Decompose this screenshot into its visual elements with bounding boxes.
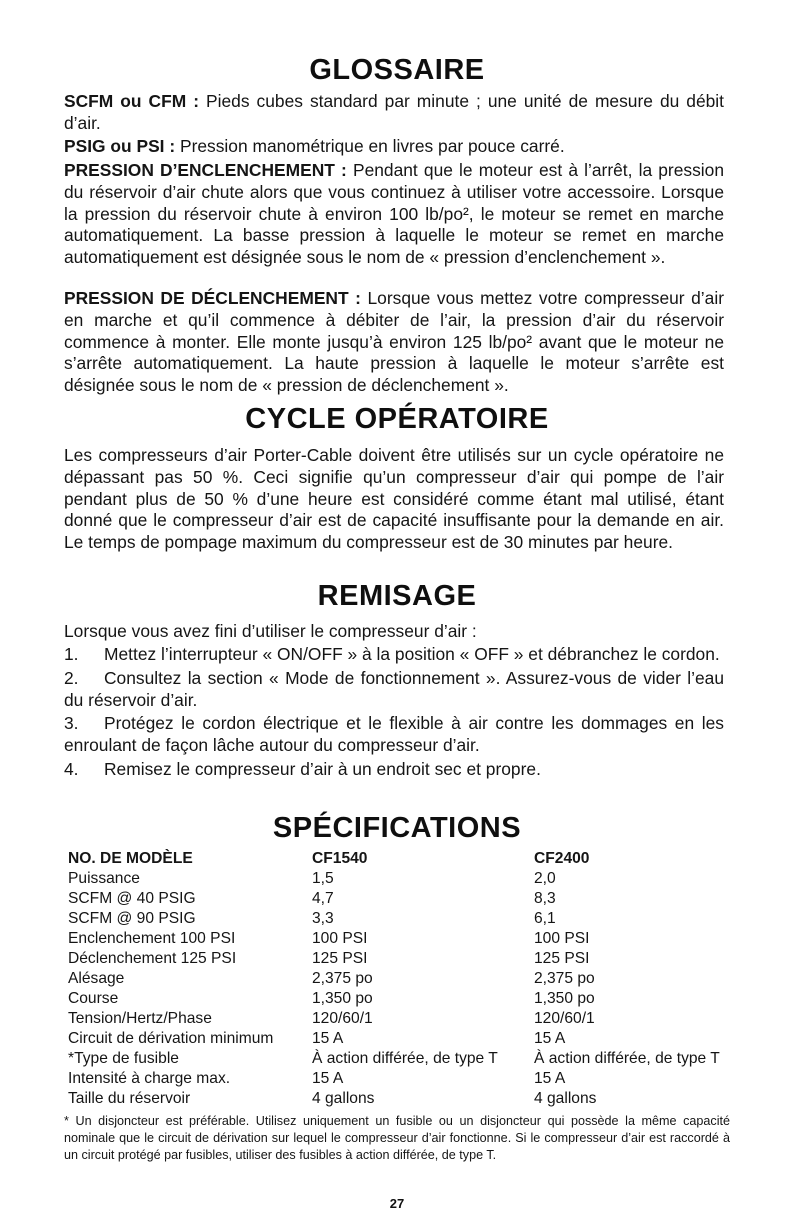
glossary-term: PRESSION DE DÉCLENCHEMENT : [64,288,361,308]
step-text: Protégez le cordon électrique et le flexible à air contre les dommages en les enroulant de façon lâche autour du compresseur d’air. [64,713,724,756]
step-text: Mettez l’interrupteur « ON/OFF » à la position « OFF » et débranchez le cordon. [104,644,720,664]
spec-value: 1,350 po [534,990,595,1007]
step-number: 1. [64,644,79,664]
page-number: 27 [389,1196,405,1211]
table-row [68,969,744,989]
spec-value: 6,1 [534,910,556,927]
glossary-heading: GLOSSAIRE [309,54,485,86]
spec-label: SCFM @ 40 PSIG [68,890,196,907]
glossary-entry-psig [64,136,724,158]
storage-steps [64,644,724,783]
spec-value: 100 PSI [534,930,590,947]
storage-step [64,644,724,666]
storage-step [64,668,724,712]
spec-value: 4 gallons [312,1090,375,1107]
table-row [68,1089,744,1109]
step-text: Remisez le compresseur d’air à un endroit sec et propre. [104,758,541,779]
storage-heading: REMISAGE [317,580,477,612]
glossary-entry-scfm [64,91,724,135]
specifications-table [68,849,744,1109]
glossary-definition: Pieds cubes standard par minute ; une unité de mesure du débit d’air. [64,91,725,133]
spec-value: 4 gallons [534,1090,597,1107]
table-row [68,1069,744,1089]
spec-value: 8,3 [534,890,556,907]
table-row [68,869,744,889]
spec-table-body [68,869,744,1109]
spec-value: 3,3 [312,910,334,927]
table-row [68,949,744,969]
spec-value: 125 PSI [534,950,590,967]
table-row [68,1049,744,1069]
spec-value: À action différée, de type T [312,1050,498,1067]
storage-step [64,759,724,781]
spec-label: SCFM @ 90 PSIG [68,910,196,927]
spec-value: 120/60/1 [312,1010,373,1027]
table-row [68,1029,744,1049]
step-number: 4. [64,758,79,779]
table-row [68,909,744,929]
spec-value: 4,7 [312,890,334,907]
table-row [68,989,744,1009]
storage-intro: Lorsque vous avez fini d’utiliser le compresseur d’air : [64,621,477,641]
glossary-entry-cut-out [64,288,724,397]
spec-header-cf1540: CF1540 [312,850,368,867]
table-row [68,889,744,909]
spec-label: Puissance [68,870,140,887]
spec-value: 15 A [534,1070,566,1087]
step-number: 2. [64,667,79,688]
spec-header-model: NO. DE MODÈLE [68,850,193,867]
spec-value: 1,350 po [312,990,373,1007]
spec-label: Intensité à charge max. [68,1070,231,1087]
spec-label: Déclenchement 125 PSI [68,950,237,967]
spec-value: 1,5 [312,870,334,887]
spec-value: 15 A [312,1070,344,1087]
specifications-footnote: * Un disjoncteur est préférable. Utilisez uniquement un fusible ou un disjoncteur qui possède la même capacité nominale que le circuit de dérivation sur lequel le compresseur d’air fonctionne. Si le compresseur d’air est raccordé à un circuit protégé par fusibles, utiliser des fusibles à action différée, de type T. [64,1114,730,1162]
glossary-definition: Pression manométrique en livres par pouce carré. [179,136,565,156]
duty-cycle-heading: CYCLE OPÉRATOIRE [245,403,549,435]
table-row [68,929,744,949]
spec-value: 120/60/1 [534,1010,595,1027]
step-number: 3. [64,713,79,734]
specifications-heading: SPÉCIFICATIONS [272,812,522,844]
spec-value: 2,375 po [312,970,373,987]
spec-header-cf2400: CF2400 [534,850,590,867]
spec-label: *Type de fusible [68,1050,179,1067]
spec-value: 125 PSI [312,950,368,967]
spec-header-row [68,849,744,869]
spec-label: Tension/Hertz/Phase [68,1010,212,1027]
spec-label: Enclenchement 100 PSI [68,930,236,947]
spec-label: Course [68,990,119,1007]
spec-value: 100 PSI [312,930,368,947]
glossary-definition: Lorsque vous mettez votre compresseur d’air en marche et qu’il commence à débiter de l’air, la pression d’air du réservoir commence à monter. Elle monte jusqu’à environ 125 lb/po² avant que le moteur ne s’arrête automatiquement. La haute pression à laquelle le moteur s’arrête est désignée sous le nom de « pression de déclenchement ». [64,288,724,396]
spec-value: À action différée, de type T [534,1050,720,1067]
spec-label: Circuit de dérivation minimum [68,1030,274,1047]
spec-value: 2,0 [534,870,556,887]
glossary-term: SCFM ou CFM : [64,91,200,111]
glossary-term: PRESSION D’ENCLENCHEMENT : [64,160,347,180]
spec-label: Taille du réservoir [68,1090,191,1107]
glossary-term: PSIG ou PSI : [64,136,176,156]
glossary-definition: Pendant que le moteur est à l’arrêt, la pression du réservoir d’air chute alors que vous continuez à utiliser votre accessoire. Lorsque la pression du réservoir chute à environ 100 lb/po², le moteur se remet en marche automatiquement. La basse pression à laquelle le moteur se remet en marche automatiquement est désignée sous le nom de « pression d’enclenchement ». [64,160,724,268]
spec-label: Alésage [68,970,125,987]
spec-value: 2,375 po [534,970,595,987]
step-text: Consultez la section « Mode de fonctionnement ». Assurez-vous de vider l’eau du réservoir d’air. [64,667,724,710]
spec-value: 15 A [312,1030,344,1047]
table-row [68,1009,744,1029]
glossary-entry-cut-in [64,160,724,269]
storage-step [64,713,724,757]
spec-value: 15 A [534,1030,566,1047]
duty-cycle-paragraph: Les compresseurs d’air Porter-Cable doivent être utilisés sur un cycle opératoire ne dépassant pas 50 %. Ceci signifie qu’un compresseur d’air qui pompe de l’air pendant plus de 50 % d’une heure est considéré comme étant mal utilisé, étant donné que le compresseur d’air est de capacité insuffisante pour la demande en air. Le temps de pompage maximum du compresseur est de 30 minutes par heure. [64,445,724,553]
